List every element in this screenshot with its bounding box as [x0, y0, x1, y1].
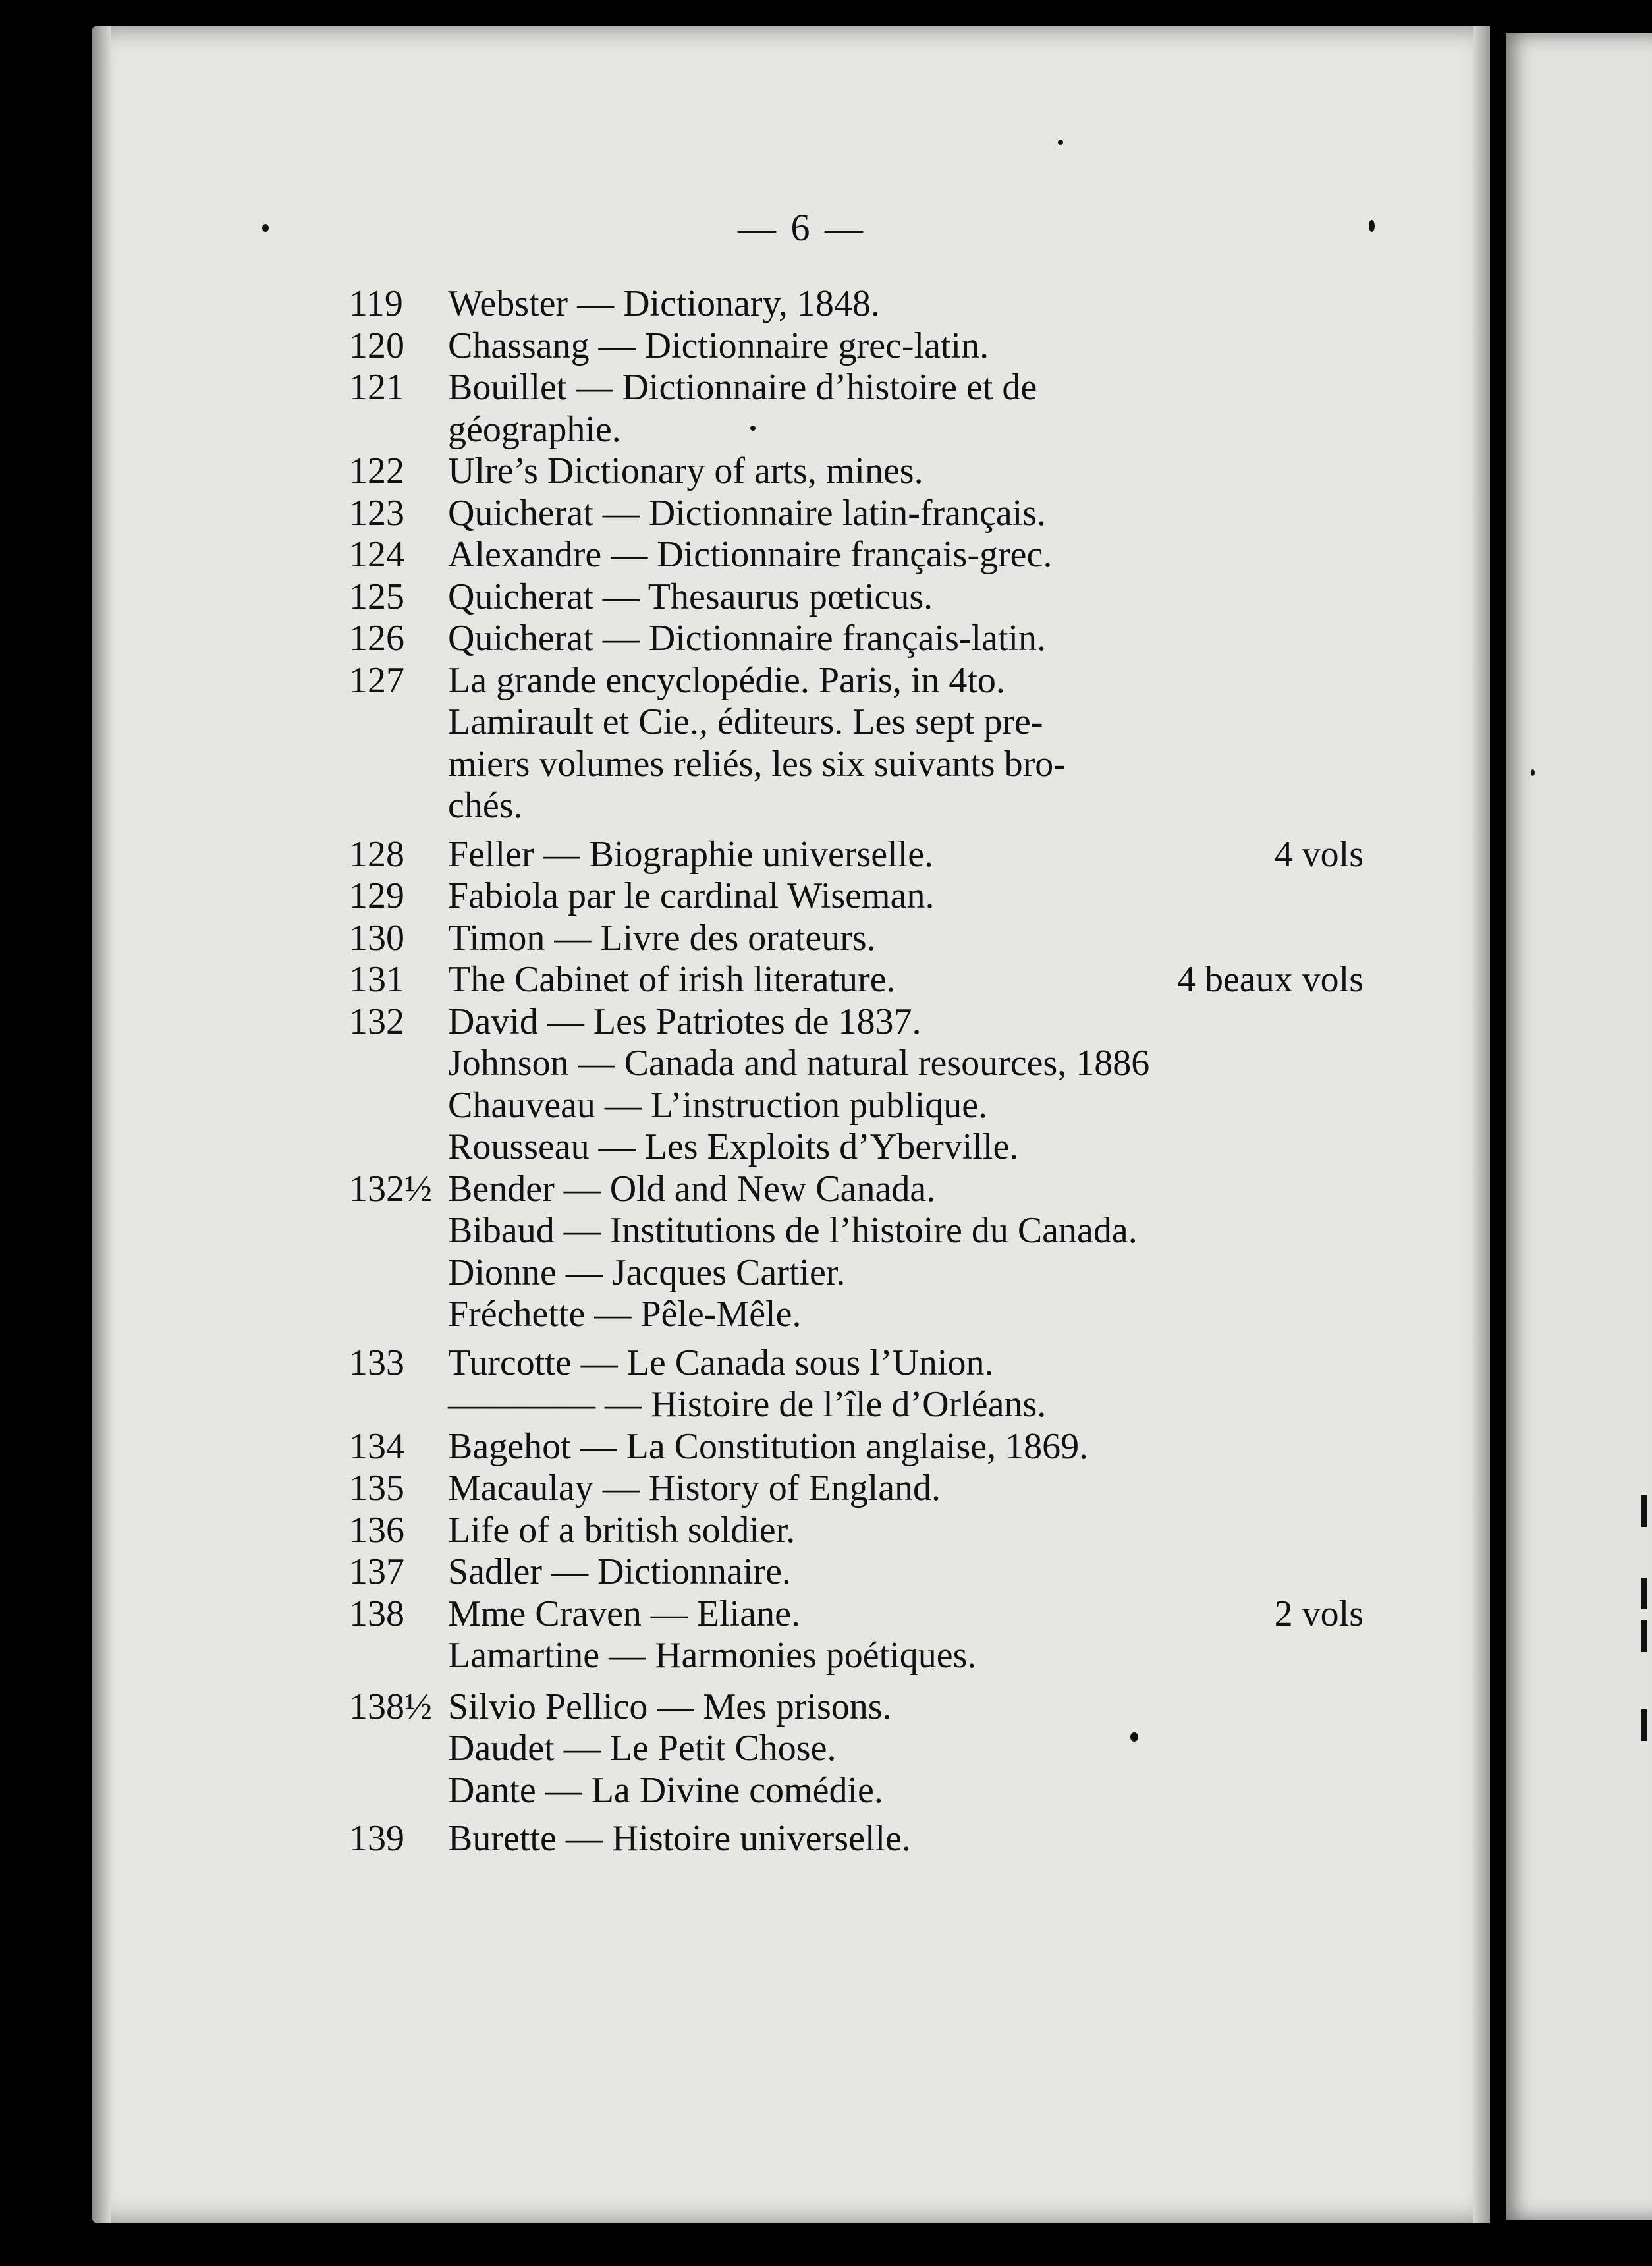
entry-text: La grande encyclopédie. Paris, in 4to.	[448, 659, 1005, 701]
facing-page-mark	[1641, 1620, 1647, 1652]
catalogue-entry	[349, 576, 1363, 619]
facing-page-mark	[1641, 1709, 1647, 1741]
entry-text: Silvio Pellico — Mes prisons.	[448, 1686, 892, 1727]
volume-count: 4 beaux vols	[1176, 959, 1363, 1000]
catalogue-entry	[349, 493, 1363, 535]
entry-text: Mme Craven — Eliane.	[448, 1593, 800, 1634]
catalogue-entry	[349, 959, 1363, 1001]
catalogue-entry	[349, 1686, 1363, 1812]
catalogue-entry	[349, 325, 1363, 368]
catalogue-entry	[349, 1818, 1363, 1860]
entry-number: 132	[349, 1001, 404, 1042]
entry-number: 138½	[349, 1686, 432, 1727]
entry-text: Fabiola par le cardinal Wiseman.	[448, 875, 935, 916]
catalogue-entry	[349, 1342, 1363, 1426]
entry-text: Bibaud — Institutions de l’histoire du Canada.	[448, 1210, 1138, 1251]
entry-number: 129	[349, 875, 404, 916]
entry-text: Daudet — Le Petit Chose.	[448, 1728, 837, 1769]
entry-text: David — Les Patriotes de 1837.	[448, 1001, 922, 1042]
entry-number: 122	[349, 451, 404, 491]
entry-number: 139	[349, 1818, 404, 1859]
catalogue-entry	[349, 1001, 1363, 1169]
catalogue-entry	[349, 1593, 1363, 1677]
entry-text: Quicherat — Dictionnaire français-latin.	[448, 618, 1047, 659]
entry-text: Rousseau — Les Exploits d’Yberville.	[448, 1126, 1019, 1167]
entry-number: 125	[349, 576, 404, 617]
entry-number: 137	[349, 1551, 404, 1592]
catalogue-entry	[349, 367, 1363, 451]
entry-number: 120	[349, 325, 404, 366]
catalogue-entry	[349, 1551, 1363, 1593]
entry-text: Chauveau — L’instruction publique.	[448, 1084, 988, 1126]
volume-count: 4 vols	[1274, 833, 1363, 875]
catalogue-entry	[349, 283, 1363, 325]
print-speck	[262, 224, 269, 232]
catalogue-entry	[349, 618, 1363, 660]
entry-text: Bouillet — Dictionnaire d’histoire et de	[448, 367, 1037, 408]
page-number: — 6 —	[738, 206, 866, 249]
entry-number: 128	[349, 833, 404, 875]
page-gutter	[1490, 0, 1506, 2266]
entry-text: Life of a british soldier.	[448, 1509, 796, 1551]
entry-text: Fréchette — Pêle-Mêle.	[448, 1294, 802, 1335]
entry-number: 121	[349, 367, 404, 408]
entry-text: Sadler — Dictionnaire.	[448, 1551, 791, 1592]
entry-number: 133	[349, 1342, 404, 1383]
facing-page-mark	[1641, 1495, 1647, 1527]
entry-text: miers volumes reliés, les six suivants bro-	[448, 743, 1066, 785]
entry-text: Bagehot — La Constitution anglaise, 1869.	[448, 1425, 1089, 1467]
entry-number: 134	[349, 1425, 404, 1467]
entry-number: 126	[349, 618, 404, 659]
entry-number: 138	[349, 1593, 404, 1634]
entry-text: Lamirault et Cie., éditeurs. Les sept pre-	[448, 702, 1043, 742]
entry-text: Webster — Dictionary, 1848.	[448, 283, 880, 324]
catalogue-entry	[349, 834, 1363, 876]
entry-text: Feller — Biographie universelle.	[448, 833, 934, 875]
print-speck	[1531, 769, 1535, 776]
entry-text: Lamartine — Harmonies poétiques.	[448, 1635, 977, 1676]
entry-number: 132½	[349, 1168, 432, 1209]
catalogue-entry	[349, 660, 1363, 827]
catalogue-entry	[349, 918, 1363, 960]
entry-text: Macaulay — History of England.	[448, 1468, 941, 1508]
catalogue-entry	[349, 1468, 1363, 1510]
page-shadow-left	[92, 26, 111, 2223]
entry-text: Ulre’s Dictionary of arts, mines.	[448, 451, 923, 491]
entry-text: Alexandre — Dictionnaire français-grec.	[448, 534, 1053, 575]
catalogue-entry	[349, 1169, 1363, 1336]
entry-number: 131	[349, 959, 404, 1000]
entry-number: 123	[349, 492, 404, 534]
entry-text: Quicherat — Dictionnaire latin-français.	[448, 492, 1047, 534]
entry-text: Quicherat — Thesaurus pœticus.	[448, 576, 933, 617]
catalogue-list	[349, 283, 1363, 1860]
entry-number: 127	[349, 659, 404, 701]
print-speck	[1058, 140, 1063, 145]
entry-number: 119	[349, 283, 403, 324]
entry-number: 136	[349, 1509, 404, 1551]
entry-text: Burette — Histoire universelle.	[448, 1818, 911, 1859]
facing-page-edge	[1506, 33, 1652, 2220]
entry-text: Turcotte — Le Canada sous l’Union.	[448, 1342, 994, 1383]
catalogue-entry	[349, 534, 1363, 576]
entry-text: Timon — Livre des orateurs.	[448, 917, 876, 958]
entry-text: Dionne — Jacques Cartier.	[448, 1252, 846, 1293]
entry-text: The Cabinet of irish literature.	[448, 959, 896, 1000]
entry-text: chés.	[448, 785, 523, 826]
catalogue-entry	[349, 1510, 1363, 1552]
facing-page-mark	[1641, 1578, 1647, 1609]
print-speck	[1369, 220, 1375, 232]
entry-text: géographie.	[448, 408, 621, 450]
entry-text: Bender — Old and New Canada.	[448, 1168, 936, 1209]
entry-text: Dante — La Divine comédie.	[448, 1769, 883, 1811]
entry-number: 124	[349, 534, 404, 575]
entry-number: 130	[349, 917, 404, 958]
catalogue-entry	[349, 875, 1363, 918]
entry-number: 135	[349, 1468, 404, 1508]
entry-text: Johnson — Canada and natural resources, 1886	[448, 1043, 1150, 1084]
catalogue-entry	[349, 1426, 1363, 1468]
volume-count: 2 vols	[1274, 1593, 1363, 1634]
entry-text: ———— — Histoire de l’île d’Orléans.	[448, 1384, 1047, 1425]
catalogue-entry	[349, 451, 1363, 493]
entry-text: Chassang — Dictionnaire grec-latin.	[448, 325, 989, 366]
page-shadow-right	[1473, 26, 1490, 2223]
